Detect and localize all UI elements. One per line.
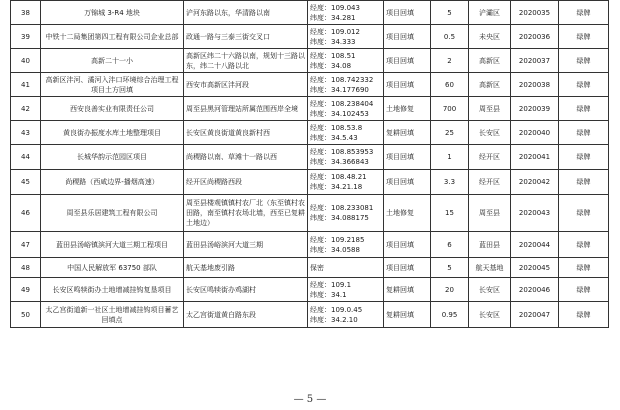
site-register-table bbox=[10, 0, 609, 328]
coordinates bbox=[308, 145, 384, 170]
row-number: 39 bbox=[11, 25, 41, 49]
plate-color: 绿牌 bbox=[559, 121, 609, 145]
site-code: 2020038 bbox=[511, 73, 559, 97]
project-location: 西安市高新区沣河段 bbox=[184, 73, 308, 97]
disposal-type: 复耕回填 bbox=[384, 278, 431, 302]
latitude: 纬度：34.21.18 bbox=[310, 183, 363, 191]
district: 长安区 bbox=[469, 302, 511, 328]
project-location: 长安区鸣犊街办鸡湖村 bbox=[184, 278, 308, 302]
site-code: 2020039 bbox=[511, 97, 559, 121]
disposal-type: 项目回填 bbox=[384, 25, 431, 49]
plate-color: 绿牌 bbox=[559, 49, 609, 73]
table-body bbox=[11, 1, 609, 328]
longitude: 经度：108.51 bbox=[310, 51, 356, 60]
project-name: 蓝田县汤峪镇滨河大道三期工程项目 bbox=[41, 232, 184, 258]
document-sheet bbox=[10, 0, 608, 328]
project-location: 太乙宫街道黄白路东段 bbox=[184, 302, 308, 328]
longitude: 经度：109.012 bbox=[310, 27, 360, 36]
row-number: 48 bbox=[11, 258, 41, 278]
latitude: 纬度：34.2.10 bbox=[310, 315, 358, 324]
disposal-type: 复耕回填 bbox=[384, 121, 431, 145]
coordinates bbox=[308, 1, 384, 25]
row-number: 42 bbox=[11, 97, 41, 121]
row-number: 41 bbox=[11, 73, 41, 97]
district: 高新区 bbox=[469, 73, 511, 97]
plate-color: 绿牌 bbox=[559, 25, 609, 49]
project-name: 尚稷路（西咸边界-播烟高速） bbox=[41, 170, 184, 195]
capacity-value: 15 bbox=[431, 195, 469, 232]
longitude: 经度：109.0.45 bbox=[310, 305, 363, 314]
capacity-value: 0.5 bbox=[431, 25, 469, 49]
latitude: 纬度：34.177690 bbox=[310, 85, 369, 94]
coordinates bbox=[308, 25, 384, 49]
table-row bbox=[11, 258, 609, 278]
capacity-value: 6 bbox=[431, 232, 469, 258]
row-number: 46 bbox=[11, 195, 41, 232]
project-name: 中国人民解放军 63750 部队 bbox=[41, 258, 184, 278]
latitude: 纬度：34.366843 bbox=[310, 158, 369, 166]
longitude: 经度：108.853953 bbox=[310, 148, 374, 156]
district: 长安区 bbox=[469, 121, 511, 145]
disposal-type: 项目回填 bbox=[384, 1, 431, 25]
table-row bbox=[11, 170, 609, 195]
site-code: 2020042 bbox=[511, 170, 559, 195]
table-row bbox=[11, 97, 609, 121]
project-location: 长安区黄良街道黄良新村西 bbox=[184, 121, 308, 145]
latitude: 纬度：34.5.43 bbox=[310, 133, 358, 142]
longitude: 经度：109.043 bbox=[310, 3, 360, 12]
plate-color: 绿牌 bbox=[559, 195, 609, 232]
project-location: 经开区尚稷路西段 bbox=[184, 170, 308, 195]
district: 长安区 bbox=[469, 278, 511, 302]
project-location: 政通一路与三泰三街交叉口 bbox=[184, 25, 308, 49]
project-name: 万锦城 3-R4 地块 bbox=[41, 1, 184, 25]
page-number: — 5 — bbox=[293, 394, 327, 405]
longitude: 经度：108.238404 bbox=[310, 99, 374, 108]
latitude: 纬度：34.08 bbox=[310, 61, 352, 70]
table-row bbox=[11, 73, 609, 97]
plate-color: 绿牌 bbox=[559, 302, 609, 328]
row-number: 47 bbox=[11, 232, 41, 258]
longitude: 经度：109.1 bbox=[310, 280, 352, 289]
district: 航天基地 bbox=[469, 258, 511, 278]
capacity-value: 60 bbox=[431, 73, 469, 97]
longitude: 经度：108.742332 bbox=[310, 75, 374, 84]
project-location: 航天基地废引路 bbox=[184, 258, 308, 278]
coordinates bbox=[308, 302, 384, 328]
coordinates bbox=[308, 170, 384, 195]
table-row bbox=[11, 278, 609, 302]
latitude: 纬度：34.1 bbox=[310, 290, 347, 299]
table-row bbox=[11, 121, 609, 145]
capacity-value: 700 bbox=[431, 97, 469, 121]
row-number: 50 bbox=[11, 302, 41, 328]
project-location: 蓝田县汤峪滨河大道三期 bbox=[184, 232, 308, 258]
latitude: 纬度：34.0588 bbox=[310, 245, 360, 254]
disposal-type: 项目回填 bbox=[384, 49, 431, 73]
project-name: 西安良善实业有限责任公司 bbox=[41, 97, 184, 121]
row-number: 49 bbox=[11, 278, 41, 302]
coordinates bbox=[308, 121, 384, 145]
site-code: 2020037 bbox=[511, 49, 559, 73]
site-code: 2020041 bbox=[511, 145, 559, 170]
project-name: 黄良街办振度水库土地整理项目 bbox=[41, 121, 184, 145]
plate-color: 绿牌 bbox=[559, 97, 609, 121]
plate-color: 绿牌 bbox=[559, 170, 609, 195]
disposal-type: 项目回填 bbox=[384, 170, 431, 195]
longitude: 经度：108.53.8 bbox=[310, 123, 363, 132]
district: 经开区 bbox=[469, 145, 511, 170]
latitude: 纬度：34.281 bbox=[310, 13, 356, 22]
district: 周至县 bbox=[469, 195, 511, 232]
capacity-value: 0.95 bbox=[431, 302, 469, 328]
table-row bbox=[11, 195, 609, 232]
table-row bbox=[11, 49, 609, 73]
plate-color: 绿牌 bbox=[559, 145, 609, 170]
project-location: 周至县楼观镇镇村农厂北（东至镇村农田路，南至镇村农场北墙，西至已复耕土地边） bbox=[184, 195, 308, 232]
capacity-value: 20 bbox=[431, 278, 469, 302]
site-code: 2020047 bbox=[511, 302, 559, 328]
capacity-value: 3.3 bbox=[431, 170, 469, 195]
project-location: 周至县黑河管理站所属范围西岸全境 bbox=[184, 97, 308, 121]
latitude: 纬度：34.333 bbox=[310, 37, 356, 46]
project-name: 太乙宫街道新一社区土地增减挂钩项目蓄艺回填点 bbox=[41, 302, 184, 328]
disposal-type: 项目回填 bbox=[384, 73, 431, 97]
disposal-type: 项目回填 bbox=[384, 145, 431, 170]
district: 浐灞区 bbox=[469, 1, 511, 25]
site-code: 2020036 bbox=[511, 25, 559, 49]
disposal-type: 项目回填 bbox=[384, 232, 431, 258]
project-location: 高新区纬二十六路以南，规划十三路以东，纬二十八路以北 bbox=[184, 49, 308, 73]
project-name: 高新二十一小 bbox=[41, 49, 184, 73]
plate-color: 绿牌 bbox=[559, 258, 609, 278]
site-code: 2020044 bbox=[511, 232, 559, 258]
longitude: 经度：109.2185 bbox=[310, 235, 365, 244]
site-code: 2020043 bbox=[511, 195, 559, 232]
disposal-type: 复耕回填 bbox=[384, 302, 431, 328]
capacity-value: 1 bbox=[431, 145, 469, 170]
longitude: 经度：108.233081 bbox=[310, 204, 374, 212]
row-number: 38 bbox=[11, 1, 41, 25]
capacity-value: 5 bbox=[431, 258, 469, 278]
coordinates bbox=[308, 195, 384, 232]
plate-color: 绿牌 bbox=[559, 73, 609, 97]
project-name: 中铁十二局集团第四工程有限公司企业总部 bbox=[41, 25, 184, 49]
project-name: 周至县乐居建筑工程有限公司 bbox=[41, 195, 184, 232]
row-number: 45 bbox=[11, 170, 41, 195]
project-name: 高新区沣河、潏河入沣口环境综合治理工程项目土方回填 bbox=[41, 73, 184, 97]
row-number: 44 bbox=[11, 145, 41, 170]
disposal-type: 土地修复 bbox=[384, 97, 431, 121]
district: 蓝田县 bbox=[469, 232, 511, 258]
project-name: 长城华韵示范园区项目 bbox=[41, 145, 184, 170]
district: 经开区 bbox=[469, 170, 511, 195]
project-name: 长安区鸣犊街办土地增减挂钩复垦项目 bbox=[41, 278, 184, 302]
table-row bbox=[11, 1, 609, 25]
district: 高新区 bbox=[469, 49, 511, 73]
site-code: 2020046 bbox=[511, 278, 559, 302]
coordinates bbox=[308, 258, 384, 278]
site-code: 2020045 bbox=[511, 258, 559, 278]
coordinates bbox=[308, 232, 384, 258]
table-row bbox=[11, 302, 609, 328]
longitude: 保密 bbox=[310, 263, 324, 272]
capacity-value: 2 bbox=[431, 49, 469, 73]
longitude: 经度：108.48.21 bbox=[310, 173, 367, 181]
coordinates bbox=[308, 278, 384, 302]
table-row bbox=[11, 145, 609, 170]
site-code: 2020040 bbox=[511, 121, 559, 145]
capacity-value: 25 bbox=[431, 121, 469, 145]
district: 未央区 bbox=[469, 25, 511, 49]
coordinates bbox=[308, 97, 384, 121]
table-row bbox=[11, 232, 609, 258]
project-location: 尚稷路以南、草滩十一路以西 bbox=[184, 145, 308, 170]
plate-color: 绿牌 bbox=[559, 278, 609, 302]
coordinates bbox=[308, 49, 384, 73]
table-row bbox=[11, 25, 609, 49]
row-number: 43 bbox=[11, 121, 41, 145]
disposal-type: 项目回填 bbox=[384, 258, 431, 278]
latitude: 纬度：34.088175 bbox=[310, 214, 369, 222]
capacity-value: 5 bbox=[431, 1, 469, 25]
site-code: 2020035 bbox=[511, 1, 559, 25]
plate-color: 绿牌 bbox=[559, 1, 609, 25]
latitude: 纬度：34.102453 bbox=[310, 109, 369, 118]
plate-color: 绿牌 bbox=[559, 232, 609, 258]
district: 周至县 bbox=[469, 97, 511, 121]
disposal-type: 土地修复 bbox=[384, 195, 431, 232]
coordinates bbox=[308, 73, 384, 97]
project-location: 浐河东路以东，华清路以南 bbox=[184, 1, 308, 25]
row-number: 40 bbox=[11, 49, 41, 73]
